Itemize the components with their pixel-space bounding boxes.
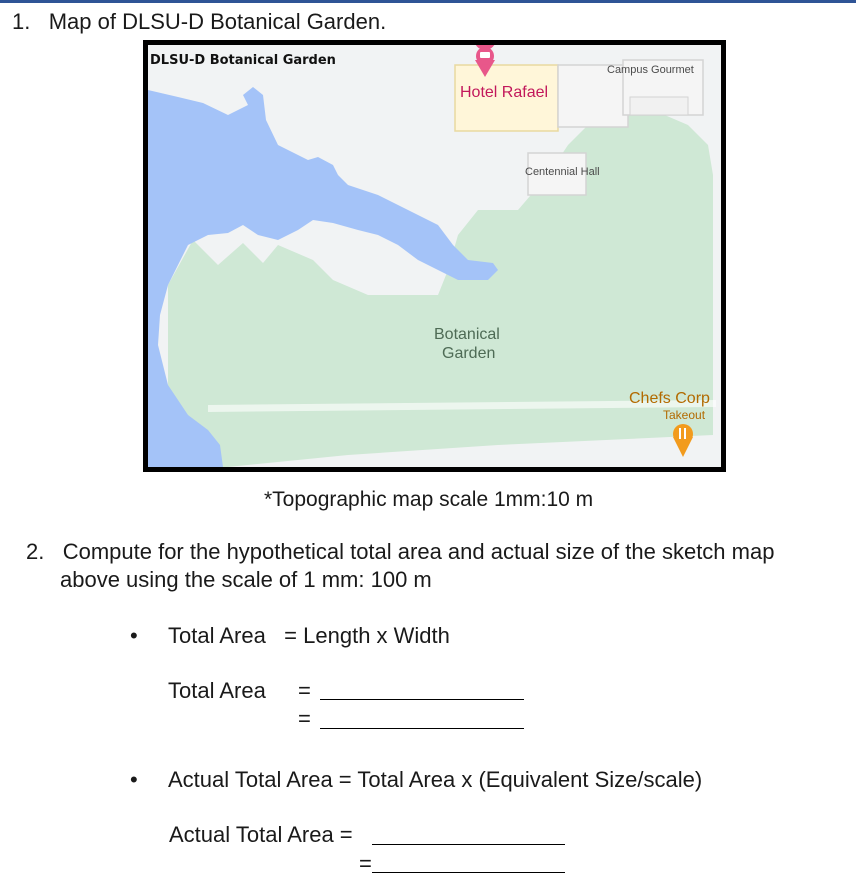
- label-garden-line1: Botanical: [434, 326, 500, 343]
- total-area-blank-2[interactable]: [320, 728, 524, 729]
- bullet-2-dot: •: [130, 767, 138, 792]
- label-chefs-corp: Chefs Corp: [629, 390, 710, 407]
- map-canvas: [148, 45, 721, 467]
- bullet-2-text: Actual Total Area = Total Area x (Equivalent Size/scale): [168, 767, 703, 792]
- top-rule: [0, 0, 856, 3]
- label-garden-line2: Garden: [442, 345, 496, 362]
- actual-total-area-label: Actual Total Area =: [169, 822, 353, 847]
- question-2-text-line2: above using the scale of 1 mm: 100 m: [60, 567, 432, 592]
- map-title: DLSU-D Botanical Garden: [150, 53, 336, 68]
- question-2-line1: [26, 539, 774, 565]
- actual-total-area-blank-2[interactable]: [372, 872, 565, 873]
- total-area-eq-2: =: [298, 706, 311, 731]
- label-centennial-hall: Centennial Hall: [525, 166, 600, 178]
- question-1-number: 1.: [12, 9, 31, 34]
- question-2-text-line1: Compute for the hypothetical total area and actual size of the sketch map: [62, 539, 775, 564]
- building-c: [630, 97, 688, 115]
- question-1-text: Map of DLSU-D Botanical Garden.: [48, 9, 387, 34]
- actual-total-area-blank-1[interactable]: [372, 844, 565, 845]
- label-takeout: Takeout: [663, 408, 706, 422]
- question-1: [12, 9, 386, 35]
- total-area-blank-1[interactable]: [320, 699, 524, 700]
- total-area-eq-1: =: [298, 678, 311, 703]
- botanical-garden-map: [143, 40, 726, 472]
- bullet-1-dot: •: [130, 623, 138, 648]
- actual-total-area-eq-2: =: [359, 851, 372, 876]
- label-campus-gourmet: Campus Gourmet: [607, 64, 694, 76]
- question-2-number: 2.: [26, 539, 45, 564]
- map-caption: *Topographic map scale 1mm:10 m: [264, 488, 594, 511]
- total-area-label: Total Area: [168, 678, 266, 703]
- bullet-1-text: Total Area = Length x Width: [168, 623, 450, 648]
- label-hotel: Hotel Rafael: [460, 84, 549, 101]
